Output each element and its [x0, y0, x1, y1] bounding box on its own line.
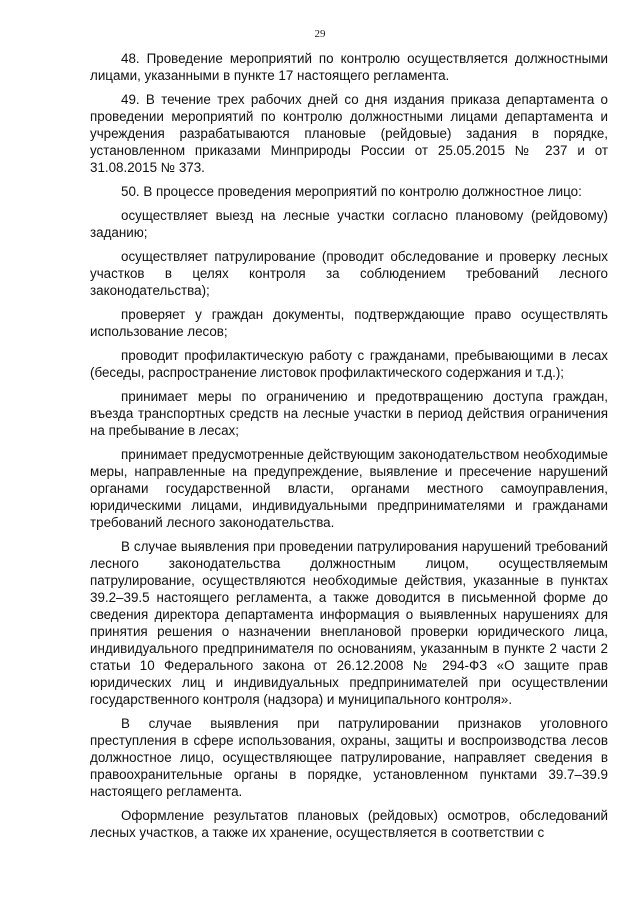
list-item-prevention-work: проводит профилактическую работу с гражданами, пребывающими в лесах (беседы, распространение листовок профилактического содержания и т.д.); [90, 348, 608, 380]
paragraph-49: 49. В течение трех рабочих дней со дня издания приказа департамента о проведении мероприятий по контролю должностными лицами департамента и учреждения разрабатываются плановые (рейдовые) задания в порядке, установленном приказами Минприроды России от 25.05.2015 № 237 и от 31.08.2015 № 373. [90, 92, 608, 175]
page-number: 29 [314, 28, 326, 40]
paragraph-criminal-signs: В случае выявления при патрулировании признаков уголовного преступления в сфере использования, охраны, защиты и воспроизводства лесов должностное лицо, осуществляющее патрулирование, направляет сведения в правоохранительные органы в порядке, установленном пунктами 39.7–39.9 настоящего регламента. [90, 716, 608, 799]
list-item-access-restriction: принимает меры по ограничению и предотвращению доступа граждан, въезда транспортных средств на лесные участки в период действия ограничения на пребывание в лесах; [90, 389, 608, 438]
paragraph-48: 48. Проведение мероприятий по контролю осуществляется должностными лицами, указанными в пункте 17 настоящего регламента. [90, 51, 608, 83]
document-body [90, 50, 608, 848]
paragraph-results-registration: Оформление результатов плановых (рейдовых) осмотров, обследований лесных участков, а также их хранение, осуществляется в соответствии с [90, 808, 608, 840]
list-item-enforcement-measures: принимает предусмотренные действующим законодательством необходимые меры, направленные на предупреждение, выявление и пресечение нарушений органами государственной власти, органами местного самоуправления, юридическими лицами, индивидуальными предпринимателями и гражданами требований лесного законодательства. [90, 447, 608, 530]
list-item-field-visit: осуществляет выезд на лесные участки согласно плановому (рейдовому) заданию; [90, 208, 608, 240]
list-item-document-check: проверяет у граждан документы, подтверждающие право осуществлять использование лесов; [90, 307, 608, 339]
paragraph-violation-procedure: В случае выявления при проведении патрулирования нарушений требований лесного законодательства должностным лицом, осуществляемым патрулирование, осуществляются необходимые действия, указанные в пунктах 39.2–39.5 настоящего регламента, а также доводится в письменной форме до сведения директора департамента информация о выявленных нарушениях для принятия решения о назначении внеплановой проверки юридического лица, индивидуального предпринимателя по основаниям, указанным в пункте 2 части 2 статьи 10 Федерального закона от 26.12.2008 № 294-ФЗ «О защите прав юридических лиц и индивидуальных предпринимателей при осуществлении государственного контроля (надзора) и муниципального контроля». [90, 539, 608, 707]
list-item-patrol: осуществляет патрулирование (проводит обследование и проверку лесных участков в целях контроля за соблюдением требований лесного законодательства); [90, 249, 608, 298]
paragraph-50: 50. В процессе проведения мероприятий по контролю должностное лицо: [121, 184, 582, 199]
